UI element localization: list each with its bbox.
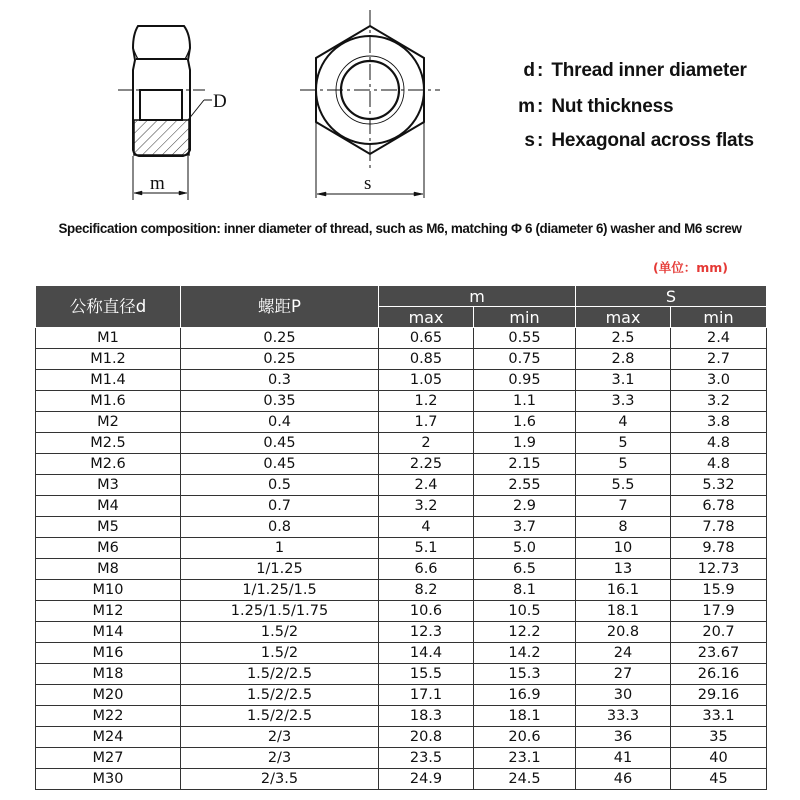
header-m-group: m: [379, 286, 576, 307]
cell-nominal-diameter: M18: [36, 664, 181, 685]
header-s-min: min: [671, 307, 767, 328]
cell-nominal-diameter: M3: [36, 475, 181, 496]
cell-s-max: 30: [576, 685, 671, 706]
cell-m-min: 8.1: [474, 580, 576, 601]
cell-m-max: 5.1: [379, 538, 474, 559]
cell-m-min: 6.5: [474, 559, 576, 580]
top-view-label-s: s: [364, 173, 372, 194]
cell-pitch: 1.5/2/2.5: [181, 685, 379, 706]
side-view-bore: [140, 90, 182, 120]
cell-s-max: 13: [576, 559, 671, 580]
cell-s-max: 2.5: [576, 328, 671, 349]
legend-separator: :: [537, 96, 544, 117]
cell-s-min: 17.9: [671, 601, 767, 622]
cell-nominal-diameter: M24: [36, 727, 181, 748]
header-pitch: 螺距P: [181, 286, 379, 328]
legend-item-d: [505, 60, 747, 82]
cell-pitch: 1.5/2/2.5: [181, 664, 379, 685]
table-row: [36, 664, 767, 685]
cell-pitch: 1/1.25: [181, 559, 379, 580]
cell-m-min: 15.3: [474, 664, 576, 685]
cell-s-min: 9.78: [671, 538, 767, 559]
cell-s-max: 41: [576, 748, 671, 769]
cell-pitch: 1.5/2: [181, 622, 379, 643]
cell-nominal-diameter: M1.2: [36, 349, 181, 370]
cell-m-max: 24.9: [379, 769, 474, 790]
cell-s-max: 3.3: [576, 391, 671, 412]
side-view-label-d: D: [213, 91, 227, 112]
cell-m-max: 20.8: [379, 727, 474, 748]
cell-nominal-diameter: M14: [36, 622, 181, 643]
table-row: [36, 517, 767, 538]
cell-m-min: 12.2: [474, 622, 576, 643]
cell-pitch: 0.7: [181, 496, 379, 517]
cell-m-min: 10.5: [474, 601, 576, 622]
cell-nominal-diameter: M1: [36, 328, 181, 349]
cell-pitch: 1.5/2/2.5: [181, 706, 379, 727]
nut-technical-drawing: [0, 0, 800, 210]
cell-m-max: 17.1: [379, 685, 474, 706]
header-s-group: S: [576, 286, 767, 307]
cell-pitch: 2/3.5: [181, 769, 379, 790]
cell-s-min: 33.1: [671, 706, 767, 727]
cell-nominal-diameter: M2: [36, 412, 181, 433]
table-row: [36, 433, 767, 454]
unit-note: (单位：mm): [653, 260, 728, 275]
cell-nominal-diameter: M8: [36, 559, 181, 580]
cell-m-max: 1.05: [379, 370, 474, 391]
cell-m-max: 6.6: [379, 559, 474, 580]
table-row: [36, 328, 767, 349]
cell-s-max: 18.1: [576, 601, 671, 622]
cell-pitch: 0.45: [181, 433, 379, 454]
header-s-max: max: [576, 307, 671, 328]
cell-m-max: 15.5: [379, 664, 474, 685]
cell-s-min: 12.73: [671, 559, 767, 580]
table-row: [36, 412, 767, 433]
cell-s-min: 7.78: [671, 517, 767, 538]
cell-nominal-diameter: M2.6: [36, 454, 181, 475]
cell-m-min: 23.1: [474, 748, 576, 769]
cell-s-min: 29.16: [671, 685, 767, 706]
cell-nominal-diameter: M27: [36, 748, 181, 769]
cell-pitch: 0.8: [181, 517, 379, 538]
cell-s-max: 5: [576, 454, 671, 475]
cell-m-max: 23.5: [379, 748, 474, 769]
side-view-arrow-left: [134, 191, 142, 195]
cell-m-min: 0.95: [474, 370, 576, 391]
cell-s-min: 2.7: [671, 349, 767, 370]
cell-pitch: 1: [181, 538, 379, 559]
cell-pitch: 0.25: [181, 328, 379, 349]
cell-s-min: 40: [671, 748, 767, 769]
cell-s-max: 27: [576, 664, 671, 685]
cell-m-max: 2.4: [379, 475, 474, 496]
table-row: [36, 475, 767, 496]
cell-pitch: 0.35: [181, 391, 379, 412]
table-row: [36, 496, 767, 517]
cell-m-max: 4: [379, 517, 474, 538]
table-row: [36, 769, 767, 790]
header-nominal-diameter: 公称直径d: [36, 286, 181, 328]
header-m-max: max: [379, 307, 474, 328]
cell-m-max: 2: [379, 433, 474, 454]
cell-s-max: 5: [576, 433, 671, 454]
cell-s-min: 23.67: [671, 643, 767, 664]
cell-s-min: 3.2: [671, 391, 767, 412]
cell-nominal-diameter: M20: [36, 685, 181, 706]
nut-side-view: [118, 26, 212, 200]
cell-pitch: 0.3: [181, 370, 379, 391]
cell-s-max: 3.1: [576, 370, 671, 391]
cell-s-max: 4: [576, 412, 671, 433]
cell-s-max: 46: [576, 769, 671, 790]
cell-m-max: 18.3: [379, 706, 474, 727]
top-view-arrow-left: [317, 192, 326, 196]
cell-s-max: 5.5: [576, 475, 671, 496]
table-row: [36, 538, 767, 559]
cell-s-max: 20.8: [576, 622, 671, 643]
cell-nominal-diameter: M5: [36, 517, 181, 538]
legend-key: d: [523, 60, 535, 81]
cell-m-min: 1.9: [474, 433, 576, 454]
cell-m-min: 14.2: [474, 643, 576, 664]
cell-nominal-diameter: M4: [36, 496, 181, 517]
cell-s-max: 16.1: [576, 580, 671, 601]
cell-m-min: 0.55: [474, 328, 576, 349]
legend-key: s: [524, 130, 535, 151]
side-view-arrow-right: [179, 191, 187, 195]
side-view-label-m: m: [150, 173, 165, 194]
cell-m-max: 0.85: [379, 349, 474, 370]
table-row: [36, 685, 767, 706]
table-row: [36, 349, 767, 370]
legend-separator: :: [537, 130, 544, 151]
cell-s-min: 4.8: [671, 433, 767, 454]
cell-nominal-diameter: M1.4: [36, 370, 181, 391]
cell-s-min: 2.4: [671, 328, 767, 349]
cell-m-max: 3.2: [379, 496, 474, 517]
cell-s-max: 7: [576, 496, 671, 517]
cell-nominal-diameter: M10: [36, 580, 181, 601]
legend-separator: :: [537, 60, 544, 81]
cell-m-max: 10.6: [379, 601, 474, 622]
table-body: [36, 328, 767, 790]
cell-m-min: 1.6: [474, 412, 576, 433]
cell-nominal-diameter: M2.5: [36, 433, 181, 454]
table-row: [36, 748, 767, 769]
table-row: [36, 559, 767, 580]
cell-s-max: 24: [576, 643, 671, 664]
cell-m-max: 1.7: [379, 412, 474, 433]
cell-m-min: 5.0: [474, 538, 576, 559]
cell-m-max: 8.2: [379, 580, 474, 601]
cell-m-min: 2.9: [474, 496, 576, 517]
cell-nominal-diameter: M30: [36, 769, 181, 790]
cell-m-max: 1.2: [379, 391, 474, 412]
cell-s-min: 15.9: [671, 580, 767, 601]
cell-m-max: 2.25: [379, 454, 474, 475]
cell-s-max: 36: [576, 727, 671, 748]
cell-m-min: 0.75: [474, 349, 576, 370]
cell-s-min: 3.0: [671, 370, 767, 391]
table-row: [36, 622, 767, 643]
cell-s-min: 4.8: [671, 454, 767, 475]
nut-dimensions-table: [35, 285, 767, 790]
table-row: [36, 391, 767, 412]
cell-pitch: 1.25/1.5/1.75: [181, 601, 379, 622]
cell-s-max: 33.3: [576, 706, 671, 727]
cell-s-max: 2.8: [576, 349, 671, 370]
cell-m-min: 16.9: [474, 685, 576, 706]
table-row: [36, 727, 767, 748]
cell-nominal-diameter: M1.6: [36, 391, 181, 412]
cell-m-min: 2.55: [474, 475, 576, 496]
legend-text: Hexagonal across flats: [551, 130, 754, 151]
cell-m-min: 20.6: [474, 727, 576, 748]
header-m-min: min: [474, 307, 576, 328]
cell-pitch: 1.5/2: [181, 643, 379, 664]
table-row: [36, 370, 767, 391]
nut-top-view: [300, 10, 440, 198]
cell-pitch: 2/3: [181, 748, 379, 769]
legend-item-m: [505, 96, 673, 118]
cell-s-min: 45: [671, 769, 767, 790]
cell-m-min: 3.7: [474, 517, 576, 538]
legend-key: m: [518, 96, 535, 117]
top-view-arrow-right: [414, 192, 423, 196]
legend-text: Thread inner diameter: [551, 60, 747, 81]
table-row: [36, 643, 767, 664]
table-row: [36, 580, 767, 601]
cell-s-max: 10: [576, 538, 671, 559]
cell-s-min: 3.8: [671, 412, 767, 433]
cell-pitch: 0.45: [181, 454, 379, 475]
cell-nominal-diameter: M6: [36, 538, 181, 559]
cell-pitch: 2/3: [181, 727, 379, 748]
specification-note: Specification composition: inner diameter of thread, such as M6, matching Φ 6 (diameter 6) washer and M6 screw: [58, 221, 742, 236]
cell-nominal-diameter: M16: [36, 643, 181, 664]
cell-m-max: 12.3: [379, 622, 474, 643]
table-row: [36, 706, 767, 727]
cell-s-max: 8: [576, 517, 671, 538]
cell-s-min: 6.78: [671, 496, 767, 517]
cell-m-min: 24.5: [474, 769, 576, 790]
cell-pitch: 0.4: [181, 412, 379, 433]
cell-nominal-diameter: M12: [36, 601, 181, 622]
cell-s-min: 35: [671, 727, 767, 748]
cell-pitch: 0.5: [181, 475, 379, 496]
table-row: [36, 601, 767, 622]
cell-pitch: 0.25: [181, 349, 379, 370]
cell-pitch: 1/1.25/1.5: [181, 580, 379, 601]
cell-m-min: 2.15: [474, 454, 576, 475]
legend-text: Nut thickness: [551, 96, 674, 117]
cell-s-min: 20.7: [671, 622, 767, 643]
cell-s-min: 5.32: [671, 475, 767, 496]
legend-item-s: [505, 130, 754, 152]
cell-m-max: 14.4: [379, 643, 474, 664]
cell-m-max: 0.65: [379, 328, 474, 349]
cell-s-min: 26.16: [671, 664, 767, 685]
cell-nominal-diameter: M22: [36, 706, 181, 727]
cell-m-min: 18.1: [474, 706, 576, 727]
side-view-hatched-section: [134, 120, 189, 155]
cell-m-min: 1.1: [474, 391, 576, 412]
table-row: [36, 454, 767, 475]
